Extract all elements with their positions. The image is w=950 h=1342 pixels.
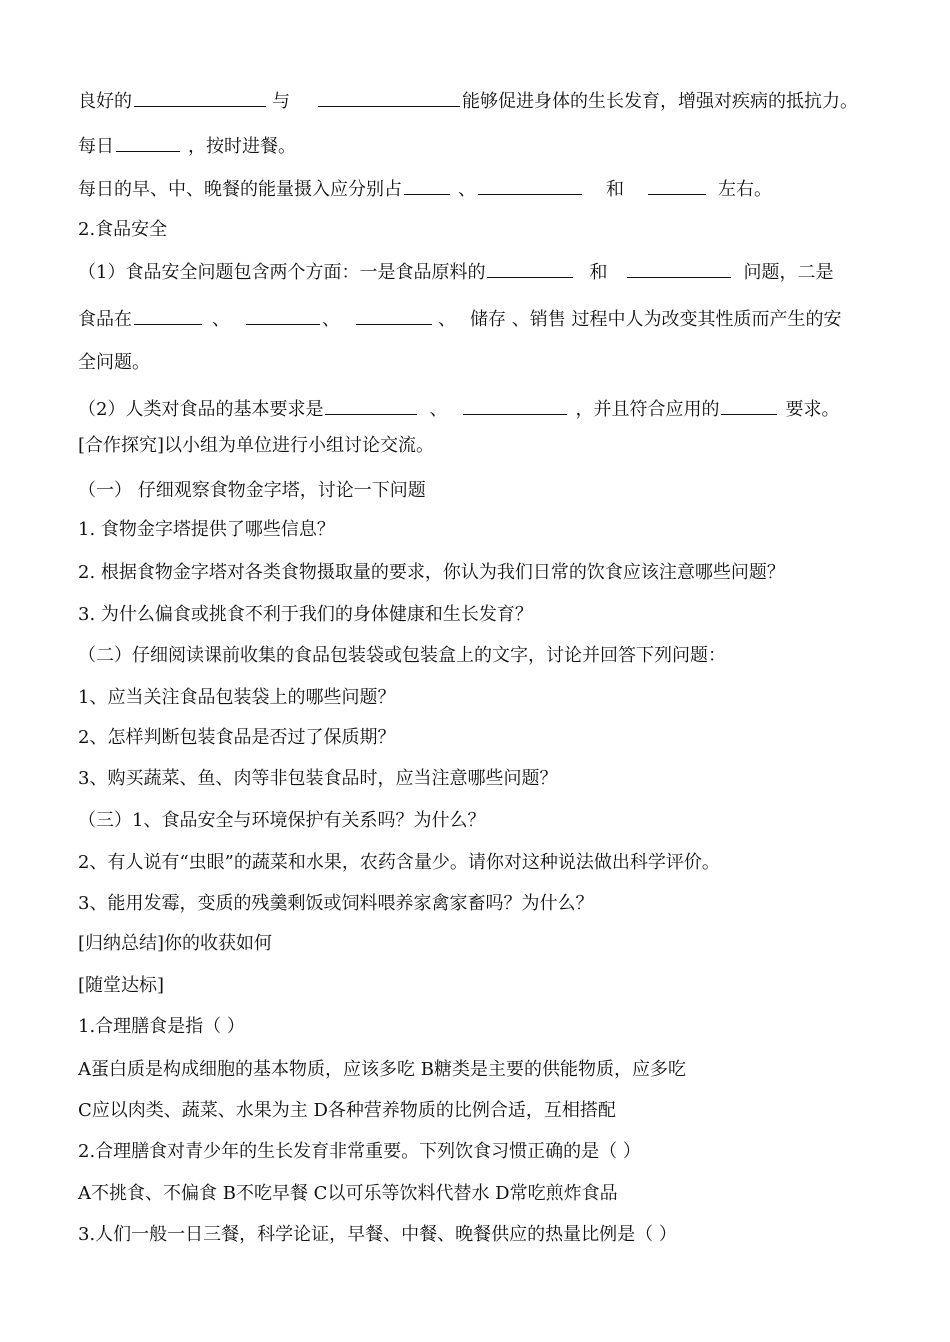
fill-blank[interactable] — [721, 396, 777, 415]
explore-question: 3. 为什么偏食或挑食不利于我们的身体健康和生长发育？ — [78, 604, 533, 625]
fill-blank[interactable] — [463, 396, 567, 415]
text-fragment: 、 — [438, 309, 456, 330]
safety-paragraph-1-line-3: 全问题。 — [78, 352, 150, 373]
fill-blank[interactable] — [478, 176, 582, 195]
text-fragment: 储存 、销售 过程中人为改变其性质而产生的安 — [470, 309, 842, 330]
explore-heading: [合作探究]以小组为单位进行小组讨论交流。 — [78, 435, 435, 456]
safety-paragraph-1-line-2 — [78, 306, 890, 330]
nutrition-line-3 — [78, 176, 890, 200]
text-fragment: 和 — [589, 262, 608, 283]
explore-group-2-title: （二）仔细阅读课前收集的食品包装袋或包装盒上的文字，讨论并回答下列问题： — [78, 645, 726, 666]
quiz-question: 3.人们一般一日三餐，科学论证，早餐、中餐、晚餐供应的热量比例是（ ） — [78, 1224, 677, 1245]
quiz-options: A不挑食、不偏食 B不吃早餐 C以可乐等饮料代替水 D常吃煎炸食品 — [78, 1183, 618, 1204]
quiz-question: 2.合理膳食对青少年的生长发育非常重要。下列饮食习惯正确的是（ ） — [78, 1141, 641, 1162]
explore-question: 1. 食物金字塔提供了哪些信息？ — [78, 519, 335, 540]
safety-paragraph-2 — [78, 396, 890, 420]
text-fragment: 、 — [322, 309, 340, 330]
text-fragment: 、 — [458, 179, 476, 200]
fill-blank[interactable] — [134, 306, 202, 325]
text-fragment: 问题，二是 — [743, 262, 834, 283]
text-fragment: 良好的 — [78, 91, 132, 112]
text-fragment: 食品在 — [78, 309, 132, 330]
section-heading: 2.食品安全 — [78, 219, 168, 240]
fill-blank[interactable] — [246, 306, 320, 325]
fill-blank[interactable] — [404, 176, 450, 195]
quiz-options: A蛋白质是构成细胞的基本物质，应该多吃 B糖类是主要的供能物质，应多吃 — [78, 1059, 686, 1080]
explore-question: 3、能用发霉，变质的残羹剩饭或饲料喂养家禽家畜吗？为什么？ — [78, 893, 594, 914]
nutrition-line-1 — [78, 88, 890, 112]
text-fragment: 和 — [606, 179, 624, 200]
safety-paragraph-1-line-1 — [78, 259, 890, 283]
quiz-question: 1.合理膳食是指（ ） — [78, 1016, 245, 1037]
explore-group-1-title: （一） 仔细观察食物金字塔，讨论一下问题 — [78, 480, 426, 501]
fill-blank[interactable] — [325, 396, 417, 415]
text-fragment: 、 — [429, 399, 448, 420]
text-fragment: 左右。 — [718, 179, 772, 200]
fill-blank[interactable] — [487, 259, 573, 278]
text-fragment: 、 — [212, 309, 230, 330]
fill-blank[interactable] — [134, 88, 266, 107]
text-fragment: 每日 — [78, 136, 114, 157]
explore-question: 3、购买蔬菜、鱼、肉等非包装食品时，应当注意哪些问题？ — [78, 768, 558, 789]
fill-blank[interactable] — [648, 176, 706, 195]
text-fragment: 能够促进身体的生长发育，增强对疾病的抵抗力。 — [462, 91, 858, 112]
text-fragment: （1）食品安全问题包含两个方面：一是食品原料的 — [78, 262, 486, 283]
text-fragment: 要求。 — [785, 399, 840, 420]
text-fragment: ，并且符合应用的 — [575, 399, 720, 420]
summary-heading: [归纳总结]你的收获如何 — [78, 933, 273, 954]
nutrition-line-2 — [78, 133, 890, 157]
text-fragment: 与 — [272, 91, 290, 112]
text-fragment: 每日的早、中、晚餐的能量摄入应分别占 — [78, 179, 402, 200]
explore-question: 2、怎样判断包装食品是否过了保质期？ — [78, 727, 396, 748]
fill-blank[interactable] — [116, 133, 180, 152]
explore-group-3-title: （三）1、食品安全与环境保护有关系吗？为什么？ — [78, 810, 486, 831]
fill-blank[interactable] — [318, 88, 460, 107]
text-fragment: ，按时进餐。 — [188, 136, 296, 157]
quiz-heading: [随堂达标] — [78, 975, 165, 996]
explore-question: 2. 根据食物金字塔对各类食物摄取量的要求，你认为我们日常的饮食应该注意哪些问题？ — [78, 562, 785, 583]
explore-question: 1、应当关注食品包装袋上的哪些问题？ — [78, 687, 396, 708]
fill-blank[interactable] — [356, 306, 432, 325]
explore-question: 2、有人说有“虫眼”的蔬菜和水果，农药含量少。请你对这种说法做出科学评价。 — [78, 852, 720, 873]
text-fragment: （2）人类对食品的基本要求是 — [78, 399, 324, 420]
fill-blank[interactable] — [627, 259, 731, 278]
quiz-options: C应以肉类、蔬菜、水果为主 D各种营养物质的比例合适，互相搭配 — [78, 1100, 616, 1121]
